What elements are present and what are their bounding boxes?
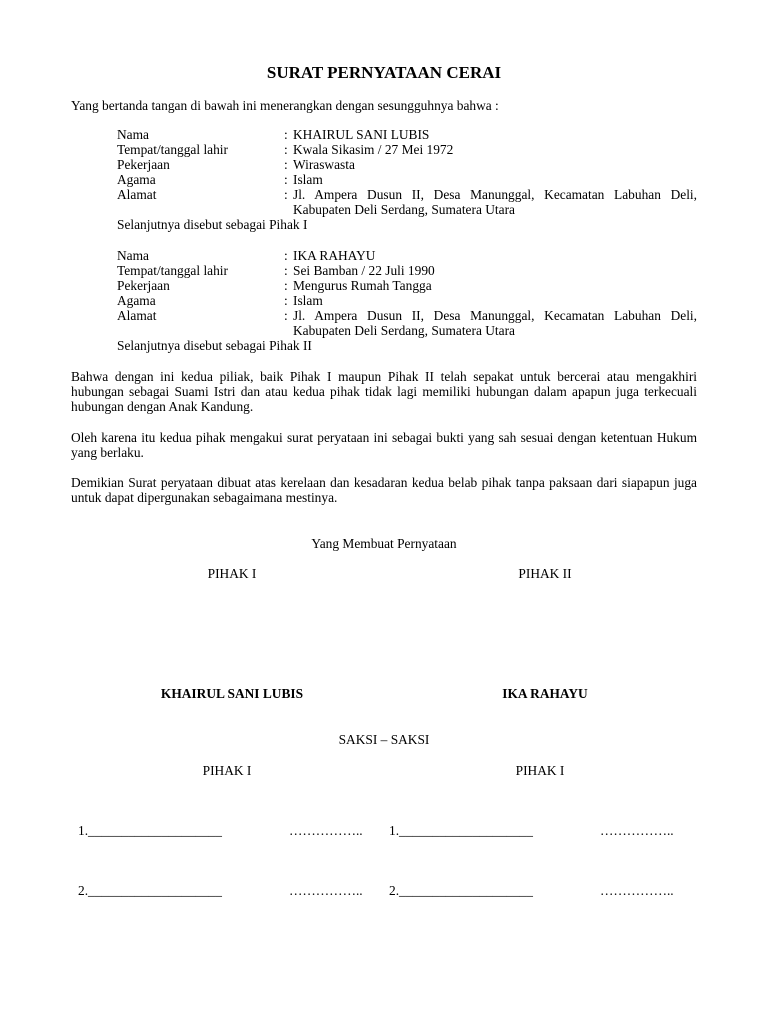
colon: :	[284, 142, 288, 157]
witness-dots-left-2: ……………..	[289, 883, 363, 898]
title: SURAT PERNYATAAN CERAI	[266, 63, 502, 82]
field-label: Agama	[117, 293, 156, 308]
witness-line-left-1: 1.____________________	[78, 823, 222, 838]
witness-dots-right-1: ……………..	[600, 823, 674, 838]
colon: :	[284, 157, 288, 172]
field-label: Tempat/tanggal lahir	[117, 142, 228, 157]
party1-birth-row	[117, 142, 697, 157]
party1-religion-row	[117, 172, 697, 187]
paragraph-acknowledgement: Oleh karena itu kedua pihak mengakui surat peryataan ini sebagai bukti yang sah sesuai dengan ketentuan Hukum yang berlaku.	[71, 430, 697, 460]
party1-designation	[117, 217, 697, 232]
field-label: Nama	[117, 127, 149, 142]
field-value: Wiraswasta	[293, 157, 355, 172]
witness-dots-right-2: ……………..	[600, 883, 674, 898]
party2-birth-row	[117, 263, 697, 278]
field-label: Agama	[117, 172, 156, 187]
field-label: Alamat	[117, 308, 157, 323]
field-value: IKA RAHAYU	[293, 248, 376, 263]
witness-label-left: PIHAK I	[202, 763, 252, 778]
field-label: Tempat/tanggal lahir	[117, 263, 228, 278]
signatory-name-left: KHAIRUL SANI LUBIS	[160, 686, 304, 701]
party2-name-row	[117, 248, 697, 263]
party1-identity	[117, 127, 697, 232]
party2-address-row	[117, 308, 697, 338]
colon: :	[284, 127, 288, 142]
signature-heading: Yang Membuat Pernyataan	[311, 536, 457, 551]
field-value: Jl. Ampera Dusun II, Desa Manunggal, Kecamatan Labuhan Deli, Kabupaten Deli Serdang, Sumatera Utara	[293, 308, 697, 338]
colon: :	[284, 172, 288, 187]
field-value: Kwala Sikasim / 27 Mei 1972	[293, 142, 454, 157]
field-value: KHAIRUL SANI LUBIS	[293, 127, 430, 142]
field-value: Jl. Ampera Dusun II, Desa Manunggal, Kecamatan Labuhan Deli, Kabupaten Deli Serdang, Sumatera Utara	[293, 187, 697, 217]
party2-designation	[117, 338, 697, 353]
party2-identity	[117, 248, 697, 353]
signature-label-left: PIHAK I	[207, 566, 257, 581]
party1-job-row	[117, 157, 697, 172]
witnesses-heading: SAKSI – SAKSI	[338, 732, 430, 747]
field-label: Pekerjaan	[117, 278, 170, 293]
field-label: Alamat	[117, 187, 157, 202]
field-label: Pekerjaan	[117, 157, 170, 172]
party1-name-row	[117, 127, 697, 142]
designation-text: Selanjutnya disebut sebagai Pihak I	[117, 217, 308, 232]
paragraph-agreement: Bahwa dengan ini kedua piliak, baik Pihak I maupun Pihak II telah sepakat untuk bercerai atau mengakhiri hubungan sebagai Suami Istri dan atau kedua pihak tidak lagi memiliki hubungan dalam apapun juga terkecuali hubungan dengan Anak Kandung.	[71, 369, 697, 414]
field-value: Islam	[293, 172, 323, 187]
witness-line-right-2: 2.____________________	[389, 883, 533, 898]
paragraph-closing: Demikian Surat peryataan dibuat atas kerelaan dan kesadaran kedua belab pihak tanpa paksaan dari siapapun juga untuk dapat dipergunakan sebagaimana mestinya.	[71, 475, 697, 505]
field-value: Sei Bamban / 22 Juli 1990	[293, 263, 435, 278]
signature-label-right: PIHAK II	[518, 566, 572, 581]
colon: :	[284, 293, 288, 308]
field-value: Islam	[293, 293, 323, 308]
witness-line-left-2: 2.____________________	[78, 883, 222, 898]
witness-line-right-1: 1.____________________	[389, 823, 533, 838]
signatory-name-right: IKA RAHAYU	[502, 686, 588, 701]
field-label: Nama	[117, 248, 149, 263]
colon: :	[284, 308, 288, 323]
colon: :	[284, 278, 288, 293]
field-value: Mengurus Rumah Tangga	[293, 278, 432, 293]
witness-dots-left-1: ……………..	[289, 823, 363, 838]
colon: :	[284, 263, 288, 278]
party1-address-row	[117, 187, 697, 217]
colon: :	[284, 248, 288, 263]
witness-label-right: PIHAK I	[515, 763, 565, 778]
intro-text: Yang bertanda tangan di bawah ini menerangkan dengan sesungguhnya bahwa :	[71, 98, 499, 113]
colon: :	[284, 187, 288, 202]
designation-text: Selanjutnya disebut sebagai Pihak II	[117, 338, 312, 353]
party2-religion-row	[117, 293, 697, 308]
party2-job-row	[117, 278, 697, 293]
